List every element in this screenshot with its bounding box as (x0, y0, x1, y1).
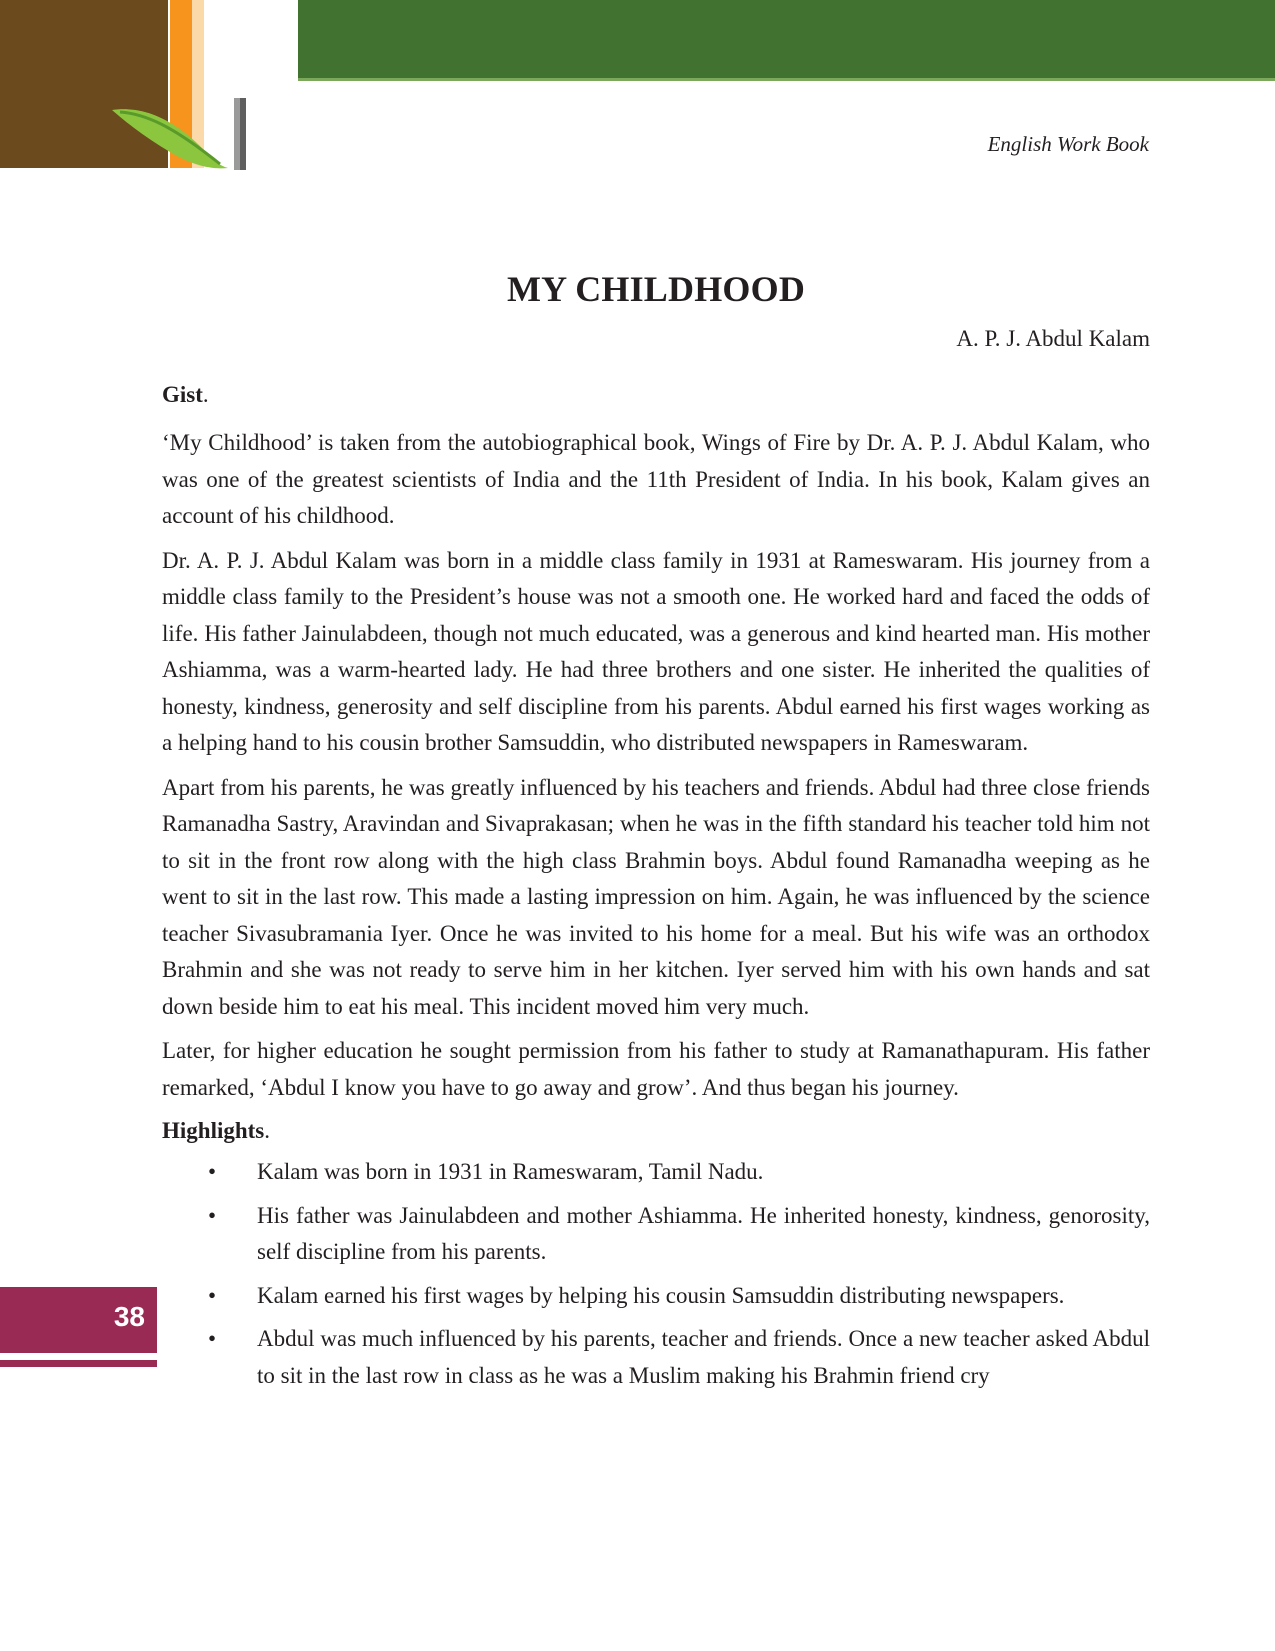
highlight-text: Kalam was born in 1931 in Rameswaram, Tamil Nadu. (257, 1159, 764, 1184)
gist-paragraph-1: ‘My Childhood’ is taken from the autobiographical book, Wings of Fire by Dr. A. P. J. Abdul Kalam, who was one of the greatest scientists of India and the 11th President of India. In his book, Kalam gives an account of his childhood. (162, 430, 1150, 528)
page-number: 38 (113, 1301, 145, 1332)
highlight-text: Abdul was much influenced by his parents, teacher and friends. Once a new teacher asked Abdul to sit in the last row in class as he was a Muslim making his Brahmin friend cry (257, 1326, 1150, 1388)
page-tab-underline (0, 1360, 157, 1367)
main-content (162, 262, 1150, 1401)
gist-paragraph-2: Dr. A. P. J. Abdul Kalam was born in a middle class family in 1931 at Rameswaram. His journey from a middle class family to the President’s house was not a smooth one. He worked hard and faced the odds of life. His father Jainulabdeen, though not much educated, was a generous and kind hearted man. His mother Ashiamma, was a warm-hearted lady. He had three brothers and one sister. He inherited the qualities of honesty, kindness, generosity and self discipline from his parents. Abdul earned his first wages working as a helping hand to his cousin brother Samsuddin, who distributed newspapers in Rameswaram. (162, 547, 1150, 755)
highlight-item (162, 1278, 1150, 1315)
bullet-icon: • (208, 1326, 217, 1351)
bullet-icon: • (208, 1202, 217, 1228)
highlight-text: His father was Jainulabdeen and mother Ashiamma. He inherited honesty, kindness, genorosity, self discipline from his parents. (257, 1202, 1150, 1264)
author-name: A. P. J. Abdul Kalam (956, 326, 1150, 351)
highlight-item (162, 1154, 1150, 1191)
bullet-icon: • (208, 1282, 217, 1308)
highlight-item (162, 1198, 1150, 1271)
header-green-bar (298, 0, 1275, 78)
header-green-line (298, 78, 1275, 81)
highlights-list (162, 1154, 1150, 1394)
gist-heading-label: Gist (162, 382, 203, 407)
highlights-heading-label: Highlights (162, 1118, 265, 1143)
highlights-heading (162, 1116, 1150, 1146)
book-label: English Work Book (987, 132, 1149, 156)
gist-paragraph-4: Later, for higher education he sought permission from his father to study at Ramanathapuram. His father remarked, ‘Abdul I know you have to go away and grow’. And thus began his journey. (162, 1038, 1150, 1100)
gist-heading (162, 380, 1150, 410)
gist-heading-suffix: . (202, 382, 209, 407)
page-title: MY CHILDHOOD (506, 269, 806, 309)
page-number-tab (0, 1287, 157, 1353)
highlight-text: Kalam earned his first wages by helping his cousin Samsuddin distributing newspapers. (257, 1282, 1065, 1308)
gist-paragraph-3: Apart from his parents, he was greatly influenced by his teachers and friends. Abdul had three close friends Ramanadha Sastry, Aravindan and Sivaprakasan; when he was in the fifth standard his teacher told him not to sit in the front row along with the high class Brahmin boys. Abdul found Ramanadha weeping as he went to sit in the last row. This made a lasting impression on him. Again, he was influenced by the science teacher Sivasubramania Iyer. Once he was invited to his home for a meal. But his wife was an orthodox Brahmin and she was not ready to serve him in her kitchen. Iyer served him with his own hands and sat down beside him to eat his meal. This incident moved him very much. (162, 774, 1150, 1019)
bullet-icon: • (208, 1159, 217, 1184)
header-leaf-pen-icon (110, 98, 250, 178)
highlight-item (162, 1321, 1150, 1394)
highlights-heading-suffix: . (264, 1118, 271, 1143)
